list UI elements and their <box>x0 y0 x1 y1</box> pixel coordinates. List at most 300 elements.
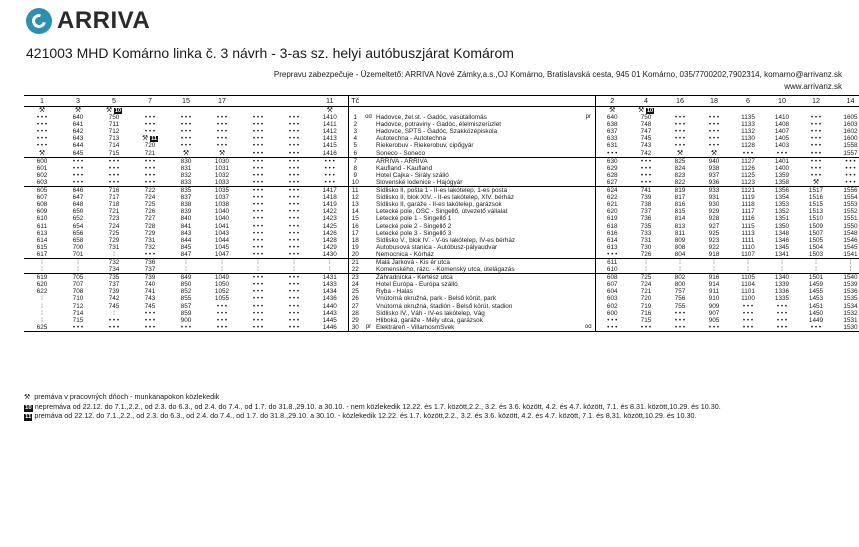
departure-time: • • • <box>288 243 300 251</box>
departure-time: 1045 <box>214 243 230 251</box>
departure-time: 740 <box>144 281 156 289</box>
departure-time: 608 <box>36 201 48 209</box>
departure-time: 1030 <box>214 157 230 165</box>
departure-time: ⁞ <box>257 258 259 266</box>
train-note <box>595 107 629 115</box>
stop-number: 23 <box>348 274 362 282</box>
departure-time: 742 <box>108 295 120 303</box>
stop-name: Letecké pole 2 - Singellő 2 <box>376 222 452 230</box>
departure-time: • • • <box>288 187 300 195</box>
direction-flag <box>362 295 375 302</box>
departure-time: 710 <box>72 295 84 303</box>
departure-time: 937 <box>708 171 720 179</box>
departure-time: 1535 <box>843 295 858 303</box>
departure-time: 741 <box>640 187 652 195</box>
train-number: 16 <box>663 96 697 107</box>
departure-time: 907 <box>708 309 720 317</box>
departure-time: • • • <box>288 236 300 244</box>
departure-time: 658 <box>72 236 84 244</box>
departure-time: 622 <box>36 288 48 296</box>
departure-time: • • • <box>288 114 300 122</box>
departure-time: 1033 <box>204 179 240 187</box>
departure-time: ⁞ <box>293 258 295 266</box>
departure-time: 1101 <box>741 288 755 296</box>
stop-number: 12 <box>348 194 362 201</box>
tc-header: Tč <box>348 96 362 107</box>
departure-time: 1557 <box>833 150 859 158</box>
stop-number: 6 <box>348 150 362 158</box>
train-number: 3 <box>60 96 96 107</box>
departure-time: 731 <box>108 243 120 251</box>
departure-time: 726 <box>629 251 663 259</box>
departure-time: • • • <box>288 135 300 143</box>
departure-time: 602 <box>595 303 629 310</box>
stop-name: Nemocnica - Kórház <box>375 251 582 259</box>
departure-time: 822 <box>663 179 697 187</box>
departure-time: 739 <box>640 194 652 202</box>
departure-time: • • • <box>240 251 276 259</box>
departure-time: 813 <box>674 222 686 230</box>
departure-time: • • • <box>252 157 264 165</box>
departure-time: 1100 <box>741 295 755 303</box>
departure-time: 616 <box>595 230 629 237</box>
departure-time: • • • <box>674 142 686 150</box>
departure-time: 1558 <box>843 142 858 150</box>
stop-number: 18 <box>348 237 362 244</box>
direction-flag <box>362 251 375 259</box>
departure-time: ⁞ <box>77 258 79 266</box>
departure-time: 722 <box>144 187 156 195</box>
departure-time: 628 <box>595 172 629 179</box>
departure-time: 645 <box>60 150 96 158</box>
departure-time: • • • <box>312 179 348 187</box>
stop-row <box>24 142 859 149</box>
operator-info: Prepravu zabezpečuje - Üzemeltető: ARRIVA Nové Zámky,a.s.,OJ Komárno, Bratislavská cesta, 945 01 Komárno, 035/7700202,7902314, komarno@arrivanz.sk <box>273 70 842 79</box>
departure-time: 1040 <box>214 208 230 216</box>
departure-time: ⁞ <box>185 258 187 266</box>
departure-time: 609 <box>36 208 48 216</box>
departure-time: ⁞ <box>113 309 115 317</box>
stop-name: Elektráreň - VillamosmSvek <box>375 324 582 332</box>
departure-time: • • • <box>742 302 754 310</box>
departure-time: • • • <box>252 201 264 209</box>
departure-time: 613 <box>36 229 48 237</box>
departure-time: 1426 <box>322 229 337 237</box>
departure-time: 643 <box>72 135 84 143</box>
departure-time: 1350 <box>774 222 790 230</box>
stop-row <box>24 288 859 295</box>
departure-time: 1339 <box>774 281 790 289</box>
departure-time: 839 <box>180 208 192 216</box>
stop-number: 19 <box>348 244 362 251</box>
departure-time: • • • <box>132 324 168 332</box>
stop-row <box>24 157 859 165</box>
departure-time: • • • <box>144 114 156 122</box>
departure-time: • • • <box>629 324 663 332</box>
departure-time: • • • <box>288 215 300 223</box>
stop-row <box>24 274 859 282</box>
departure-time: 712 <box>72 302 84 310</box>
departure-time: 745 <box>144 302 156 310</box>
stop-row <box>24 121 859 128</box>
departure-time: ⁞ <box>781 258 783 266</box>
departure-time: 750 <box>108 114 120 122</box>
departure-time: 733 <box>640 229 652 237</box>
departure-time: 1513 <box>808 208 824 216</box>
note-11-icon: 11 <box>25 413 32 420</box>
departure-time: 617 <box>24 251 60 259</box>
stop-name: Komenského, rázc. - Komenský utca, útelágazás <box>375 266 582 274</box>
departure-time: 621 <box>595 201 629 208</box>
stop-row <box>24 187 859 195</box>
departure-time: • • • <box>36 128 48 136</box>
departure-time: 1410 <box>774 114 790 122</box>
departure-time: 1530 <box>833 324 859 332</box>
stop-row <box>24 172 859 179</box>
departure-time: 1353 <box>774 201 790 209</box>
direction-flag <box>362 157 375 165</box>
direction-flag <box>362 303 375 310</box>
departure-time: • • • <box>240 150 276 158</box>
stop-row <box>24 194 859 201</box>
departure-time: 1128 <box>741 142 755 150</box>
direction-flag <box>362 288 375 295</box>
departure-time: • • • <box>96 179 132 187</box>
stop-row <box>24 251 859 259</box>
departure-time: • • • <box>204 324 240 332</box>
departure-time: ⁞ <box>663 266 697 274</box>
departure-time: ⁞ <box>799 266 833 274</box>
departure-time: 739 <box>144 274 156 282</box>
departure-time: 731 <box>144 236 156 244</box>
departure-time: • • • <box>810 121 822 129</box>
departure-time: 1517 <box>808 187 824 195</box>
direction-flag <box>362 128 375 135</box>
departure-time: 719 <box>640 302 652 310</box>
train-number: 11 <box>312 96 348 107</box>
departure-time: 627 <box>595 179 629 187</box>
stop-number: 10 <box>348 179 362 187</box>
train-note <box>132 107 168 115</box>
departure-time: • • • <box>144 316 156 324</box>
note-10-icon: 10 <box>25 404 32 411</box>
stop-number: 7 <box>348 157 362 165</box>
departure-time: 855 <box>180 295 192 303</box>
stop-row <box>24 237 859 244</box>
departure-time: 724 <box>640 281 652 289</box>
departure-time: 644 <box>72 142 84 150</box>
stop-name: Hotel Európa - Európa szálló <box>376 281 458 289</box>
train-number: 17 <box>204 96 240 107</box>
departure-time: 1358 <box>765 179 799 187</box>
departure-time: 837 <box>180 194 192 202</box>
direction-flag <box>582 179 595 187</box>
departure-time: 1532 <box>843 309 858 317</box>
departure-time: 1346 <box>774 236 790 244</box>
departure-time: 1550 <box>843 222 858 230</box>
departure-time: ⁞ <box>41 295 43 303</box>
departure-time: • • • <box>324 171 335 179</box>
departure-time: 727 <box>144 215 156 223</box>
direction-flag <box>582 230 595 237</box>
hammer-pick-icon: ⚒ <box>812 178 820 186</box>
departure-time: 1509 <box>808 222 824 230</box>
departure-time: 1044 <box>214 236 230 244</box>
departure-time: ⁞ <box>731 266 765 274</box>
departure-time: 720 <box>144 142 156 150</box>
departure-time: 618 <box>595 223 629 230</box>
departure-time: ⁞ <box>41 302 43 310</box>
departure-time: • • • <box>288 274 300 282</box>
departure-time: ⁞ <box>168 266 204 274</box>
departure-time: 1534 <box>843 302 858 310</box>
departure-time: 641 <box>72 121 84 129</box>
departure-time: 819 <box>674 187 686 195</box>
departure-time: • • • <box>810 157 822 165</box>
departure-time: 835 <box>180 187 192 195</box>
departure-time: 734 <box>96 266 132 274</box>
departure-time: 716 <box>108 187 120 195</box>
departure-time: 1504 <box>808 243 824 251</box>
train-note <box>96 107 132 115</box>
departure-time: 717 <box>108 194 120 202</box>
departure-time: • • • <box>180 142 192 150</box>
direction-flag <box>582 128 595 135</box>
departure-time: 1516 <box>808 194 824 202</box>
departure-time: 1552 <box>843 208 858 216</box>
departure-time: • • • <box>288 281 300 289</box>
stop-row <box>24 244 859 251</box>
departure-time: • • • <box>288 201 300 209</box>
departure-time: • • • <box>180 114 192 122</box>
stop-name: Kaufland - Kaufland <box>376 164 433 172</box>
departure-time: 918 <box>697 251 731 259</box>
departure-time: 640 <box>72 114 84 122</box>
departure-time: 748 <box>640 121 652 129</box>
departure-time: 1132 <box>741 128 755 136</box>
stop-number: 9 <box>348 172 362 179</box>
departure-time: 1450 <box>808 309 824 317</box>
departure-time: 1359 <box>774 171 790 179</box>
train-number <box>276 96 312 107</box>
departure-time: 1135 <box>741 114 755 122</box>
direction-flag <box>582 208 595 215</box>
departure-time: 1546 <box>843 236 858 244</box>
departure-time: 1031 <box>214 164 230 172</box>
direction-flag <box>362 215 375 222</box>
departure-time: 832 <box>180 171 192 179</box>
stop-name: Hadovce, SPTŠ - Gadóc, Szakközépiskola <box>376 128 498 136</box>
direction-flag <box>362 230 375 237</box>
departure-time: ⁞ <box>41 309 43 317</box>
stop-number: 24 <box>348 281 362 288</box>
departure-time: 1459 <box>808 281 824 289</box>
direction-flag <box>582 135 595 142</box>
stop-number: 21 <box>348 258 362 266</box>
departure-time: • • • <box>845 171 856 179</box>
departure-time: 611 <box>595 258 629 266</box>
departure-time: 1354 <box>774 194 790 202</box>
hammer-pick-icon: ⚒ <box>326 107 333 114</box>
train-number: 4 <box>629 96 663 107</box>
departure-time: 716 <box>640 309 652 317</box>
stop-name: Vnútorná okružná, štadión - Belső körút, stadion <box>376 302 513 310</box>
departure-time: 1125 <box>741 171 755 179</box>
stop-name: Sídlisko II, garáže - II-es lakótelep, garázsok <box>376 201 502 209</box>
train-note <box>312 107 348 115</box>
departure-time: 605 <box>36 187 48 195</box>
stop-name: Sídlisko II, blok XIV. - II-es lakótelep, XIV. bérház <box>376 194 515 202</box>
departure-time: • • • <box>144 128 156 136</box>
departure-time: 830 <box>180 157 192 165</box>
departure-time: 1116 <box>741 215 755 223</box>
departure-time: 1433 <box>322 281 337 289</box>
stop-row <box>24 295 859 302</box>
stop-name: Autotechna - Autotechna <box>376 135 446 143</box>
direction-flag <box>362 187 375 195</box>
departure-time: 739 <box>108 288 120 296</box>
direction-flag <box>362 244 375 251</box>
departure-time: 859 <box>180 309 192 317</box>
departure-time: • • • <box>595 317 629 324</box>
train-number: 10 <box>765 96 799 107</box>
stop-name: Hadovce, potraviny - Gadóc, élelmiszerüzlet <box>376 121 502 129</box>
departure-time: 1556 <box>843 187 858 195</box>
departure-time: • • • <box>288 194 300 202</box>
direction-flag <box>362 172 375 179</box>
departure-time: 1336 <box>774 288 790 296</box>
stop-number: 22 <box>348 266 362 274</box>
departure-time: 1032 <box>214 171 230 179</box>
departure-time: • • • <box>708 114 720 122</box>
departure-time: • • • <box>799 324 833 332</box>
stop-number: 16 <box>348 223 362 230</box>
train-note <box>240 107 276 115</box>
train-note <box>799 107 833 115</box>
departure-time: 849 <box>180 274 192 282</box>
departure-time: • • • <box>216 135 228 143</box>
hammer-pick-icon: ⚒ <box>38 149 46 157</box>
departure-time: 1418 <box>322 194 337 202</box>
train-note <box>697 107 731 115</box>
departure-time: ⁞ <box>645 258 647 266</box>
direction-flag <box>582 121 595 128</box>
departure-time: • • • <box>845 157 856 165</box>
departure-time: 720 <box>640 295 652 303</box>
departure-time: • • • <box>144 171 156 179</box>
departure-time: 1505 <box>808 236 824 244</box>
departure-time: • • • <box>288 171 300 179</box>
departure-time: ⁞ <box>96 251 132 259</box>
departure-time: 929 <box>708 208 720 216</box>
direction-flag <box>582 223 595 230</box>
departure-time: 1055 <box>214 295 230 303</box>
departure-time: ⁞ <box>713 258 715 266</box>
departure-time: • • • <box>252 171 264 179</box>
departure-time: 1119 <box>741 194 755 202</box>
stop-row <box>24 114 859 121</box>
departure-time <box>697 150 731 158</box>
departure-time: 1602 <box>843 128 858 136</box>
departure-time: ⁞ <box>849 258 852 266</box>
departure-time: 911 <box>708 288 720 296</box>
departure-time: 640 <box>595 114 629 121</box>
note-spacer <box>348 107 362 115</box>
departure-time: 1413 <box>322 135 337 143</box>
departure-time: • • • <box>276 324 312 332</box>
departure-time: 1600 <box>843 135 858 143</box>
departure-time: 637 <box>595 128 629 135</box>
departure-time: • • • <box>72 157 84 165</box>
direction-flag <box>582 237 595 244</box>
departure-time: • • • <box>144 309 156 317</box>
direction-flag <box>582 194 595 201</box>
departure-time: 1400 <box>774 164 790 172</box>
departure-time: • • • <box>252 142 264 150</box>
departure-time: 1341 <box>765 251 799 259</box>
stop-row <box>24 303 859 310</box>
departure-time: ⁞ <box>328 258 331 266</box>
departure-time: 1038 <box>214 201 230 209</box>
departure-time: • • • <box>132 251 168 259</box>
departure-time: 652 <box>72 215 84 223</box>
departure-time: 735 <box>640 222 652 230</box>
departure-time <box>204 150 240 158</box>
stop-number: 3 <box>348 128 362 135</box>
website-link[interactable]: www.arrivanz.sk <box>784 82 842 91</box>
departure-time: 1352 <box>774 208 790 216</box>
departure-time: • • • <box>674 121 686 129</box>
departure-time: • • • <box>252 128 264 136</box>
stop-number: 17 <box>348 230 362 237</box>
departure-time: 714 <box>108 142 120 150</box>
stop-name: Hadovce, žel.st. - Gadóc, vasútállomás <box>376 114 487 122</box>
departure-time <box>663 150 697 158</box>
stop-number: 29 <box>348 317 362 324</box>
departure-time <box>24 150 60 158</box>
direction-flag <box>362 194 375 201</box>
departure-time: • • • <box>240 179 276 187</box>
departure-time: 852 <box>180 288 192 296</box>
departure-time: 1105 <box>741 274 755 282</box>
departure-time: 1430 <box>312 251 348 259</box>
departure-time: • • • <box>799 150 833 158</box>
direction-flag: pr <box>362 324 375 332</box>
departure-time: • • • <box>595 251 629 259</box>
departure-time: 731 <box>640 236 652 244</box>
departure-time: 814 <box>674 215 686 223</box>
train-number: 6 <box>731 96 765 107</box>
note-10-icon: 10 <box>646 108 654 114</box>
departure-time: 815 <box>674 208 686 216</box>
departure-time: 725 <box>108 229 120 237</box>
departure-time: 1554 <box>843 194 858 202</box>
departure-time: 715 <box>96 150 132 158</box>
departure-time: 1422 <box>322 208 337 216</box>
departure-time: 721 <box>640 288 652 296</box>
departure-time: 741 <box>144 288 156 296</box>
departure-time: 745 <box>640 135 652 143</box>
stop-name: Sídlisko II, pošta 1 - II-es lakótelep, 1-es posta <box>376 187 508 195</box>
departure-time: 711 <box>108 121 120 129</box>
departure-time: • • • <box>288 164 300 172</box>
departure-time: 721 <box>108 208 120 216</box>
direction-flag <box>582 288 595 295</box>
departure-time: • • • <box>132 179 168 187</box>
train-number: 2 <box>595 96 629 107</box>
departure-time: • • • <box>776 302 788 310</box>
departure-time: 1117 <box>741 208 755 216</box>
